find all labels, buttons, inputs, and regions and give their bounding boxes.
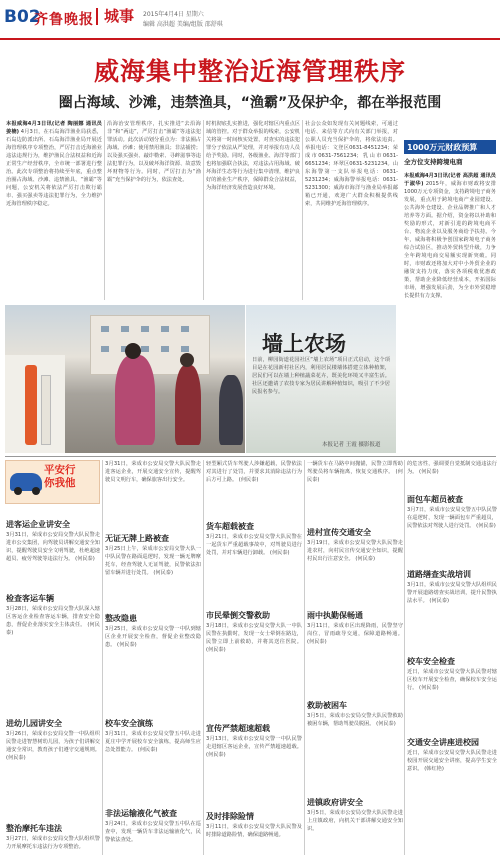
section-divider — [5, 456, 496, 457]
article-body: 3月28日，荣成市公安局交警大队深入辖区客运企业检查客运车辆，排查安全隐患，督促企业落实安全主体责任。 (何民泰) — [6, 606, 100, 636]
article-title: 道路缮查实战培训 — [407, 570, 471, 579]
sidebar-text: 2015年，威海市财政将安排1000万元专项资金，支持跨境电子商务发展，重点用于跨境电商产业园建设、公共海外仓建设、企业品牌推广和人才培养等方面。据介绍，资金将以补助和奖励的形式，对新引进的跨境电商平台、物流企业以及服务商给予扶持。今年，威海将积极争创国家跨境电子商务综合试验区，推动外贸转型升级，力争全年跨境电商交易额实现新突破。同时，市财政还将加大对中小外贸企业的融资支持力度，落实各项税收优惠政策，帮助企业降低经营成本，开拓国际市场，增强发展后劲，为全市外贸稳增长提供有力支撑。 — [404, 181, 496, 299]
article-body: 近日，荣成市公安局交警大队民警对辖区校车开展安全检查，确保校车安全运行。 (何民泰) — [407, 669, 497, 691]
date-line: 2015年4月4日 星期六 — [143, 11, 204, 18]
photo-person — [115, 355, 155, 445]
article-title: 雨中执勤保畅通 — [307, 611, 363, 620]
article-title: 进村宣传交通安全 — [307, 528, 371, 537]
logo-text — [44, 464, 76, 490]
page-header — [0, 0, 500, 40]
article-title: 检查客运车辆 — [6, 594, 54, 603]
main-article-text-1: 4月3日，在石岛海洋渔业局获悉，石岛边防派出所、石岛海洋渔业局开展近海管理秩序专项整治，严厉打击近海渔业违法违规行为，维护渔民合法权益和近海正常生产经营秩序，全市统一部署进行整治。此次专项整治将持续至年底，重点整治圈占海域、沙滩、违禁渔具、“渔霸”等问题，公安机关将依法严厉打击欺行霸市、强买强卖等违法犯罪行为，全力维护近海管理秩序稳定。 — [6, 129, 102, 207]
column-rule — [203, 460, 204, 855]
photo-person — [219, 375, 243, 445]
main-article-text-4: 社会公众如发现有关问题线索，可通过电话、来信等方式向有关部门举报，对公职人员充当保护伞的，将依法追责。举报电话：文登区0631-8451234；荣成市0631-7561234；乳山市0631-6651234；环翠区0631-5231234。山东海警第一支队举报电话：0631-5231234；威海海警举报电话：0631-5231300；威海市海洋与渔业局举报邮箱已开通，欢迎广大群众积极提供线索，共同维护近海管理秩序。 — [305, 121, 398, 207]
article-title: 及时排除险情 — [206, 812, 254, 821]
subheadline: 圈占海域、沙滩，违禁渔具，“渔霸”及保护伞，都在举报范围 — [58, 95, 442, 111]
safety-logo — [5, 460, 100, 504]
column-rule — [304, 460, 305, 855]
article-title: 进镇政府讲安全 — [307, 798, 363, 807]
article-body: 一辆货车在马路中间抛锚，民警立即帮助驾驶员将车辆拖离，恢复交通秩序。 (何民泰) — [307, 461, 403, 483]
article-title: 救助被困车 — [307, 701, 347, 710]
wheel-icon — [32, 487, 40, 495]
article-body: 3月7日，荣成市公安局交警五中队民警在巡逻时，发现一辆面包车严重超员，民警依法对驾驶人进行处罚。 (何民泰) — [407, 507, 497, 529]
article-body: 3月21日，荣成市公安局交警大队民警在一起货车严重超载事故中，对驾驶员进行处罚，并对车辆进行卸载。 (何民泰) — [206, 534, 302, 556]
main-article-text-3: 时机彻底扎实推进，强化对辖区内重点区域的管控。对于群众举报的线索，公安机关将第一时间核实处置，对查实的违法犯罪分子依法从严处理，并对举报有功人员给予奖励。同时，各级渔业、海洋等部门也将加强联合执法，对违法占用海域、破坏海洋生态等行为进行集中清理，维护良好的渔业生产秩序，保障群众合法权益，为海洋经济发展营造良好环境。 — [206, 121, 300, 191]
article-body: 轻型厢式货车驾驶人涉嫌超载，民警依法对其进行了处罚，并要求其消除违法行为后方可上路。 (何民泰) — [206, 461, 302, 483]
article-body: 近日，荣成市公安局交警大队民警走进校园开展交通安全讲座，提高学生安全意识。 (韩红艳) — [407, 750, 497, 772]
article-body: 的危害性，强调要自觉抵制交通违法行为。 (何民泰) — [407, 461, 497, 475]
column-rule — [102, 460, 103, 855]
article-body: 3月1日，荣成市公安局交警大队组织民警开展道路缮查实战培训，提升民警执法水平。 (何民泰) — [407, 582, 497, 604]
article-title: 无证无牌上路被查 — [105, 534, 169, 543]
sidebar-subtitle: 全方位支持跨境电商 — [404, 158, 463, 166]
column-rule — [203, 120, 204, 300]
article-body: 3月13日，荣成市公安局交警一中队民警走进辖区客运企业，宣传严禁超速超载。 (何民泰) — [206, 736, 302, 758]
article-body: 3月25日上午，荣成市公安局交警大队一中队民警在路面巡逻时，发现一辆无牌摩托车，经查驾驶人无证驾驶，民警依法扣留车辆并进行处罚。 (何民泰) — [105, 546, 201, 576]
article-title: 进幼儿园讲安全 — [6, 719, 62, 728]
main-article-text-2: 沿海治安管理秩序，扎实推进“去沿海非”和“两违”，严厉打击“渔霸”等违法犯罪活动。此次活动划分重点为：非法圈占海域、沙滩；使用禁用渔具；非法捕捞；以及强买强卖、敲诈勒索、寻衅滋事等违法犯罪行为，以及破坏海洋资源、故意毁坏财物等行为。同时，严厉打击为“渔霸”充当保护伞的行为，依法查处。 — [107, 121, 201, 183]
article-body: 3月11日，荣成市区出现降雨，民警坚守岗位，冒雨疏导交通，保障道路畅通。 (何民泰) — [307, 623, 403, 645]
column-rule — [404, 460, 405, 855]
sidebar-title: 1000万元财政预算 — [404, 140, 496, 154]
article-title: 交通安全讲座进校园 — [407, 738, 479, 747]
article-title: 宣传严禁超速超载 — [206, 724, 270, 733]
article-body: 3月31日，荣成市公安局交警大队民警走进市公交集团，向驾驶员讲解交通安全知识，提醒驾驶员安全文明驾驶，杜绝超速超员、疲劳驾驶等违法行为。 (何民泰) — [6, 532, 100, 562]
article-body: 3月5日，荣成市公安局交警大队民警救助被困车辆，帮助驾驶员脱困。 (何民泰) — [307, 713, 403, 727]
article-body: 3月18日，荣成市公安局交警大队一中队民警在执勤时，发现一女士晕倒在路边，民警立即上前救助，并将其送往医院。 (何民泰) — [206, 623, 302, 653]
article-body: 3月31日，荣成市公安局交警大队民警走进客运企业，开展交通安全宣传，提醒驾驶员文明行车，确保旅客出行安全。 — [105, 461, 201, 483]
article-title: 进客运企业讲安全 — [6, 520, 70, 529]
article-body: 3月24日，荣成市公安局交警五中队在巡查中，发现一辆货车非法运输液化气，民警依法查处。 — [105, 821, 201, 843]
main-article-lead: 本报威海4月3日讯(记者 陶丽娜 通讯员 姜楠) — [6, 121, 102, 135]
paper-name: 齐鲁晚报 — [34, 12, 94, 28]
article-title: 校车安全演练 — [105, 719, 153, 728]
logo-line-1: 平安行 — [44, 464, 76, 476]
article-body: 3月27日，荣成市公安局交警大队组织警力开展摩托车违法行为专项整治。 — [6, 836, 100, 850]
section-name: 城事 — [96, 8, 134, 25]
article-title: 校车安全检查 — [407, 657, 455, 666]
article-title: 市民晕倒交警救助 — [206, 611, 270, 620]
column-rule — [104, 120, 105, 300]
article-title: 整改隐患 — [105, 614, 137, 623]
feature-byline: 本报记者 王霞 摄影报道 — [322, 442, 381, 448]
photo-gardening — [5, 305, 245, 453]
sidebar-lead: 本报威海4月3日讯(记者 高洪超 通讯员 于淑华) — [404, 173, 496, 187]
photo-person — [175, 365, 201, 445]
article-title: 货车超载被查 — [206, 522, 254, 531]
article-title: 面包车超员被查 — [407, 495, 463, 504]
wheel-icon — [14, 487, 22, 495]
article-body: 3月5日，荣成市公安局交警大队民警走进上庄镇政府，向机关干部讲解交通安全知识。 — [307, 810, 403, 832]
column-rule — [302, 120, 303, 300]
headline: 威海集中整治近海管理秩序 — [93, 57, 406, 86]
page-number: B02 — [4, 7, 41, 27]
article-title: 整治摩托车违法 — [6, 824, 62, 833]
article-body: 3月25日，荣成市公安局交警一中队到辖区企业开展安全检查，督促企业整改隐患。 (何民泰) — [105, 626, 201, 648]
main-article-col1 — [6, 120, 102, 300]
article-body: 3月26日，荣成市公安局交警一中队组织民警走进智慧树幼儿园，为孩子们讲解交通安全常识，教育孩子们遵守交通规则。 (何民泰) — [6, 731, 100, 761]
staff-line: 编辑 高洪超 美编/组版 邵舒琪 — [143, 21, 223, 28]
article-body: 3月11日，荣成市公安局交警大队民警及时排除道路险情，确保道路畅通。 — [206, 824, 302, 838]
article-body: 3月19日，荣成市公安局交警大队民警走进农村，向村民宣传交通安全知识，提醒村民出行注意安全。 (何民泰) — [307, 540, 403, 562]
logo-line-2: 你我他 — [44, 477, 76, 489]
article-title: 非法运输液化气被查 — [105, 809, 177, 818]
feature-title: 墙上农场 — [262, 332, 346, 356]
feature-text: 日前，柳园街道花园社区“墙上农场”项目正式启动，这个项目是在花园新村社区内，利用居民楼墙体搭建立体种植架，居民们可以在墙上种植蔬菜花卉，既美化环境又丰富生活。社区还邀请了农技专家为居民讲解种植知识，吸引了不少居民报名参与。 — [252, 357, 390, 395]
sidebar-article — [404, 172, 496, 454]
article-body: 3月31日，荣成市公安局交警五中队走进夏庄中学开展校车安全演练，提高师生应急处置能力。 (何民泰) — [105, 731, 201, 753]
